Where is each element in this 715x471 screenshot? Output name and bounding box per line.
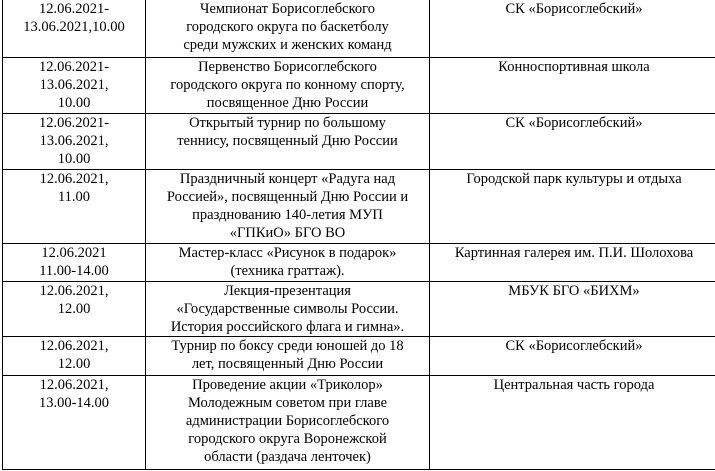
place-cell: СК «Борисоглебский» [430,337,715,376]
event-cell: Проведение акции «Триколор» Молодежным советом при главе администрации Борисоглебского городского округа Воронежской области (раздача ленточек) [146,376,430,470]
date-cell: 12.06.2021, 12.00 [3,337,146,376]
table-row [3,58,715,114]
date-cell: 12.06.2021- 13.06.2021,10.00 [3,0,146,58]
date-cell: 12.06.2021, 13.00-14.00 [3,376,146,470]
place-cell: Городской парк культуры и отдыха [430,170,715,244]
table-row [3,376,715,470]
place-cell: СК «Борисоглебский» [430,0,715,58]
table-row [3,337,715,376]
table-row [3,114,715,170]
table-row [3,282,715,337]
place-cell: Центральная часть города [430,376,715,470]
place-cell: МБУК БГО «БИХМ» [430,282,715,337]
event-cell: Открытый турнир по большому теннису, посвященный Дню России [146,114,430,170]
event-cell: Мастер-класс «Рисунок в подарок» (техника граттаж). [146,244,430,282]
place-cell: Конноспортивная школа [430,58,715,114]
table-row [3,244,715,282]
events-table [2,0,715,470]
place-cell: СК «Борисоглебский» [430,114,715,170]
event-cell: Лекция-презентация «Государственные символы России. История российского флага и гимна». [146,282,430,337]
event-cell: Праздничный концерт «Радуга над Россией», посвященный Дню России и празднованию 140-летия МУП «ГПКиО» БГО ВО [146,170,430,244]
date-cell: 12.06.2021- 13.06.2021, 10.00 [3,114,146,170]
events-table-body [3,0,715,470]
event-cell: Первенство Борисоглебского городского округа по конному спорту, посвященное Дню России [146,58,430,114]
date-cell: 12.06.2021, 11.00 [3,170,146,244]
date-cell: 12.06.2021, 12.00 [3,282,146,337]
table-row [3,170,715,244]
event-cell: Турнир по боксу среди юношей до 18 лет, посвященный Дню России [146,337,430,376]
date-cell: 12.06.2021 11.00-14.00 [3,244,146,282]
table-row [3,0,715,58]
event-cell: Чемпионат Борисоглебского городского округа по баскетболу среди мужских и женских команд [146,0,430,58]
date-cell: 12.06.2021- 13.06.2021, 10.00 [3,58,146,114]
place-cell: Картинная галерея им. П.И. Шолохова [430,244,715,282]
